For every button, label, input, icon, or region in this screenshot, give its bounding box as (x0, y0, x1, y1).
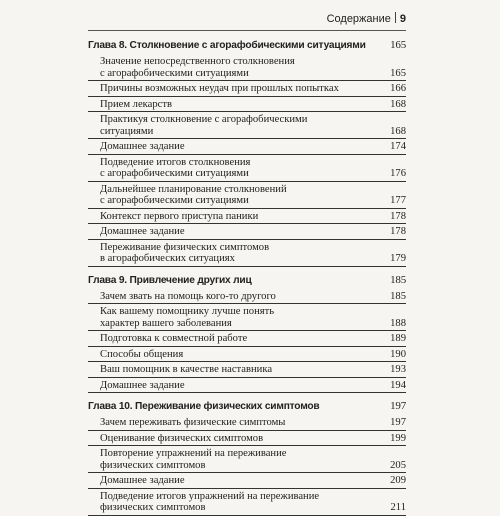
chapter-title: Глава 9. Привлечение других лиц (88, 274, 252, 286)
entry-title-line: ситуациями (100, 125, 154, 137)
page-number: 188 (390, 317, 406, 329)
entry-title-line: с агорафобическими ситуациями (100, 195, 249, 206)
entry-title (100, 349, 380, 361)
toc-entry (88, 224, 406, 240)
toc-entry (88, 54, 406, 81)
entry-title-line: Оценивание физических симптомов (100, 432, 264, 444)
toc-entry (88, 489, 406, 516)
toc-entry (88, 240, 406, 267)
entry-title-line: Прием лекарств (100, 98, 172, 110)
entry-title-line: Домашнее задание (100, 475, 185, 486)
toc-entry (88, 97, 406, 113)
toc-entry (88, 139, 406, 155)
page-number: 189 (390, 333, 406, 344)
chapter-title: Глава 10. Переживание физических симптомов (88, 401, 320, 412)
page-number: 168 (390, 125, 406, 137)
entry-title (100, 99, 380, 111)
page-number: 197 (390, 400, 406, 412)
toc-entry (88, 81, 406, 97)
page-number: 165 (390, 67, 406, 79)
entry-title (100, 364, 380, 376)
entry-title (100, 242, 380, 265)
toc-entry (88, 378, 406, 394)
chapter-title: Глава 8. Столкновение с агорафобическими ситуациями (88, 40, 366, 51)
entry-title (100, 291, 380, 303)
entry-title (100, 157, 380, 180)
page-number: 197 (390, 417, 406, 428)
entry-title (100, 333, 380, 345)
section-gap (88, 393, 406, 400)
toc-entry (88, 155, 406, 182)
entry-title-line: Домашнее задание (100, 379, 185, 391)
entry-title-line: Ваш помощник в качестве наставника (100, 364, 273, 375)
toc-entry (88, 415, 406, 431)
table-of-contents (88, 39, 406, 516)
page-number: 185 (390, 273, 406, 286)
toc-entry (88, 331, 406, 347)
entry-title-line: Причины возможных неудач при прошлых попытках (100, 83, 339, 94)
page-number: 166 (390, 83, 406, 94)
toc-chapter-heading (88, 274, 406, 287)
toc-entry (88, 112, 406, 139)
running-header (88, 12, 406, 31)
toc-entry (88, 362, 406, 378)
page-number: 199 (390, 432, 406, 444)
entry-title-line: в агорафобических ситуациях (100, 253, 235, 264)
page-number: 178 (390, 226, 406, 237)
entry-title-line: Зачем звать на помощь кого-то другого (100, 290, 276, 302)
toc-entry (88, 446, 406, 473)
entry-title-line: физических симптомов (100, 459, 206, 471)
entry-title-line: Подведение итогов упражнений на переживание (100, 490, 320, 502)
entry-title (100, 141, 380, 153)
entry-title (100, 226, 380, 238)
entry-title-line: Повторение упражнений на переживание (100, 448, 287, 459)
entry-title-line: Подготовка к совместной работе (100, 333, 248, 344)
page-number: 165 (390, 39, 406, 51)
toc-entry (88, 209, 406, 225)
toc-chapter-heading (88, 400, 406, 413)
entry-title-line: физических симптомов (100, 502, 206, 513)
page-number: 179 (390, 253, 406, 264)
page-number: 168 (390, 98, 406, 110)
entry-title-line: Домашнее задание (100, 226, 185, 237)
entry-title (100, 56, 380, 79)
toc-entry (88, 182, 406, 209)
entry-title-line: Контекст первого приступа паники (100, 210, 259, 222)
toc-entry (88, 473, 406, 489)
entry-title-line: Практикуя столкновение с агорафобическими (100, 114, 308, 125)
entry-title (100, 380, 380, 392)
entry-title (100, 211, 380, 223)
entry-title (100, 448, 380, 471)
entry-title (100, 83, 380, 95)
page-number: 185 (390, 290, 406, 302)
page-number: 194 (390, 379, 406, 391)
entry-title (100, 417, 380, 429)
entry-title (100, 475, 380, 487)
entry-title-line: Зачем переживать физические симптомы (100, 417, 286, 428)
page-number: 193 (390, 364, 406, 375)
page-number: 174 (390, 141, 406, 152)
header-separator (395, 12, 396, 23)
entry-title-line: Подведение итогов столкновения (100, 156, 251, 168)
toc-entry (88, 347, 406, 363)
entry-title-line: Домашнее задание (100, 141, 185, 152)
entry-title (100, 114, 380, 137)
entry-title-line: Способы общения (100, 348, 184, 360)
entry-title-line: с агорафобическими ситуациями (100, 168, 249, 179)
entry-title-line: Значение непосредственного столкновения (100, 56, 295, 67)
header-page-number: 9 (399, 13, 406, 25)
entry-title (100, 491, 380, 514)
toc-entry (88, 289, 406, 305)
page-number: 211 (390, 502, 406, 513)
entry-title-line: Переживание физических симптомов (100, 241, 270, 253)
page-number: 190 (390, 348, 406, 360)
entry-title (100, 433, 380, 445)
toc-chapter-heading (88, 39, 406, 52)
section-gap (88, 267, 406, 274)
header-section-title: Содержание (326, 13, 391, 25)
entry-title-line: характер вашего заболевания (100, 317, 232, 329)
page-number: 209 (390, 475, 406, 486)
entry-title-line: Как вашему помощнику лучше понять (100, 306, 275, 317)
entry-title-line: Дальнейшее планирование столкновений (100, 183, 287, 195)
toc-entry (88, 304, 406, 331)
page-number: 177 (390, 195, 406, 206)
page-number: 205 (390, 459, 406, 471)
page-number: 176 (390, 168, 406, 179)
page-number: 178 (390, 210, 406, 222)
entry-title (100, 184, 380, 207)
toc-entry (88, 431, 406, 447)
entry-title (100, 306, 380, 329)
entry-title-line: с агорафобическими ситуациями (100, 67, 249, 79)
